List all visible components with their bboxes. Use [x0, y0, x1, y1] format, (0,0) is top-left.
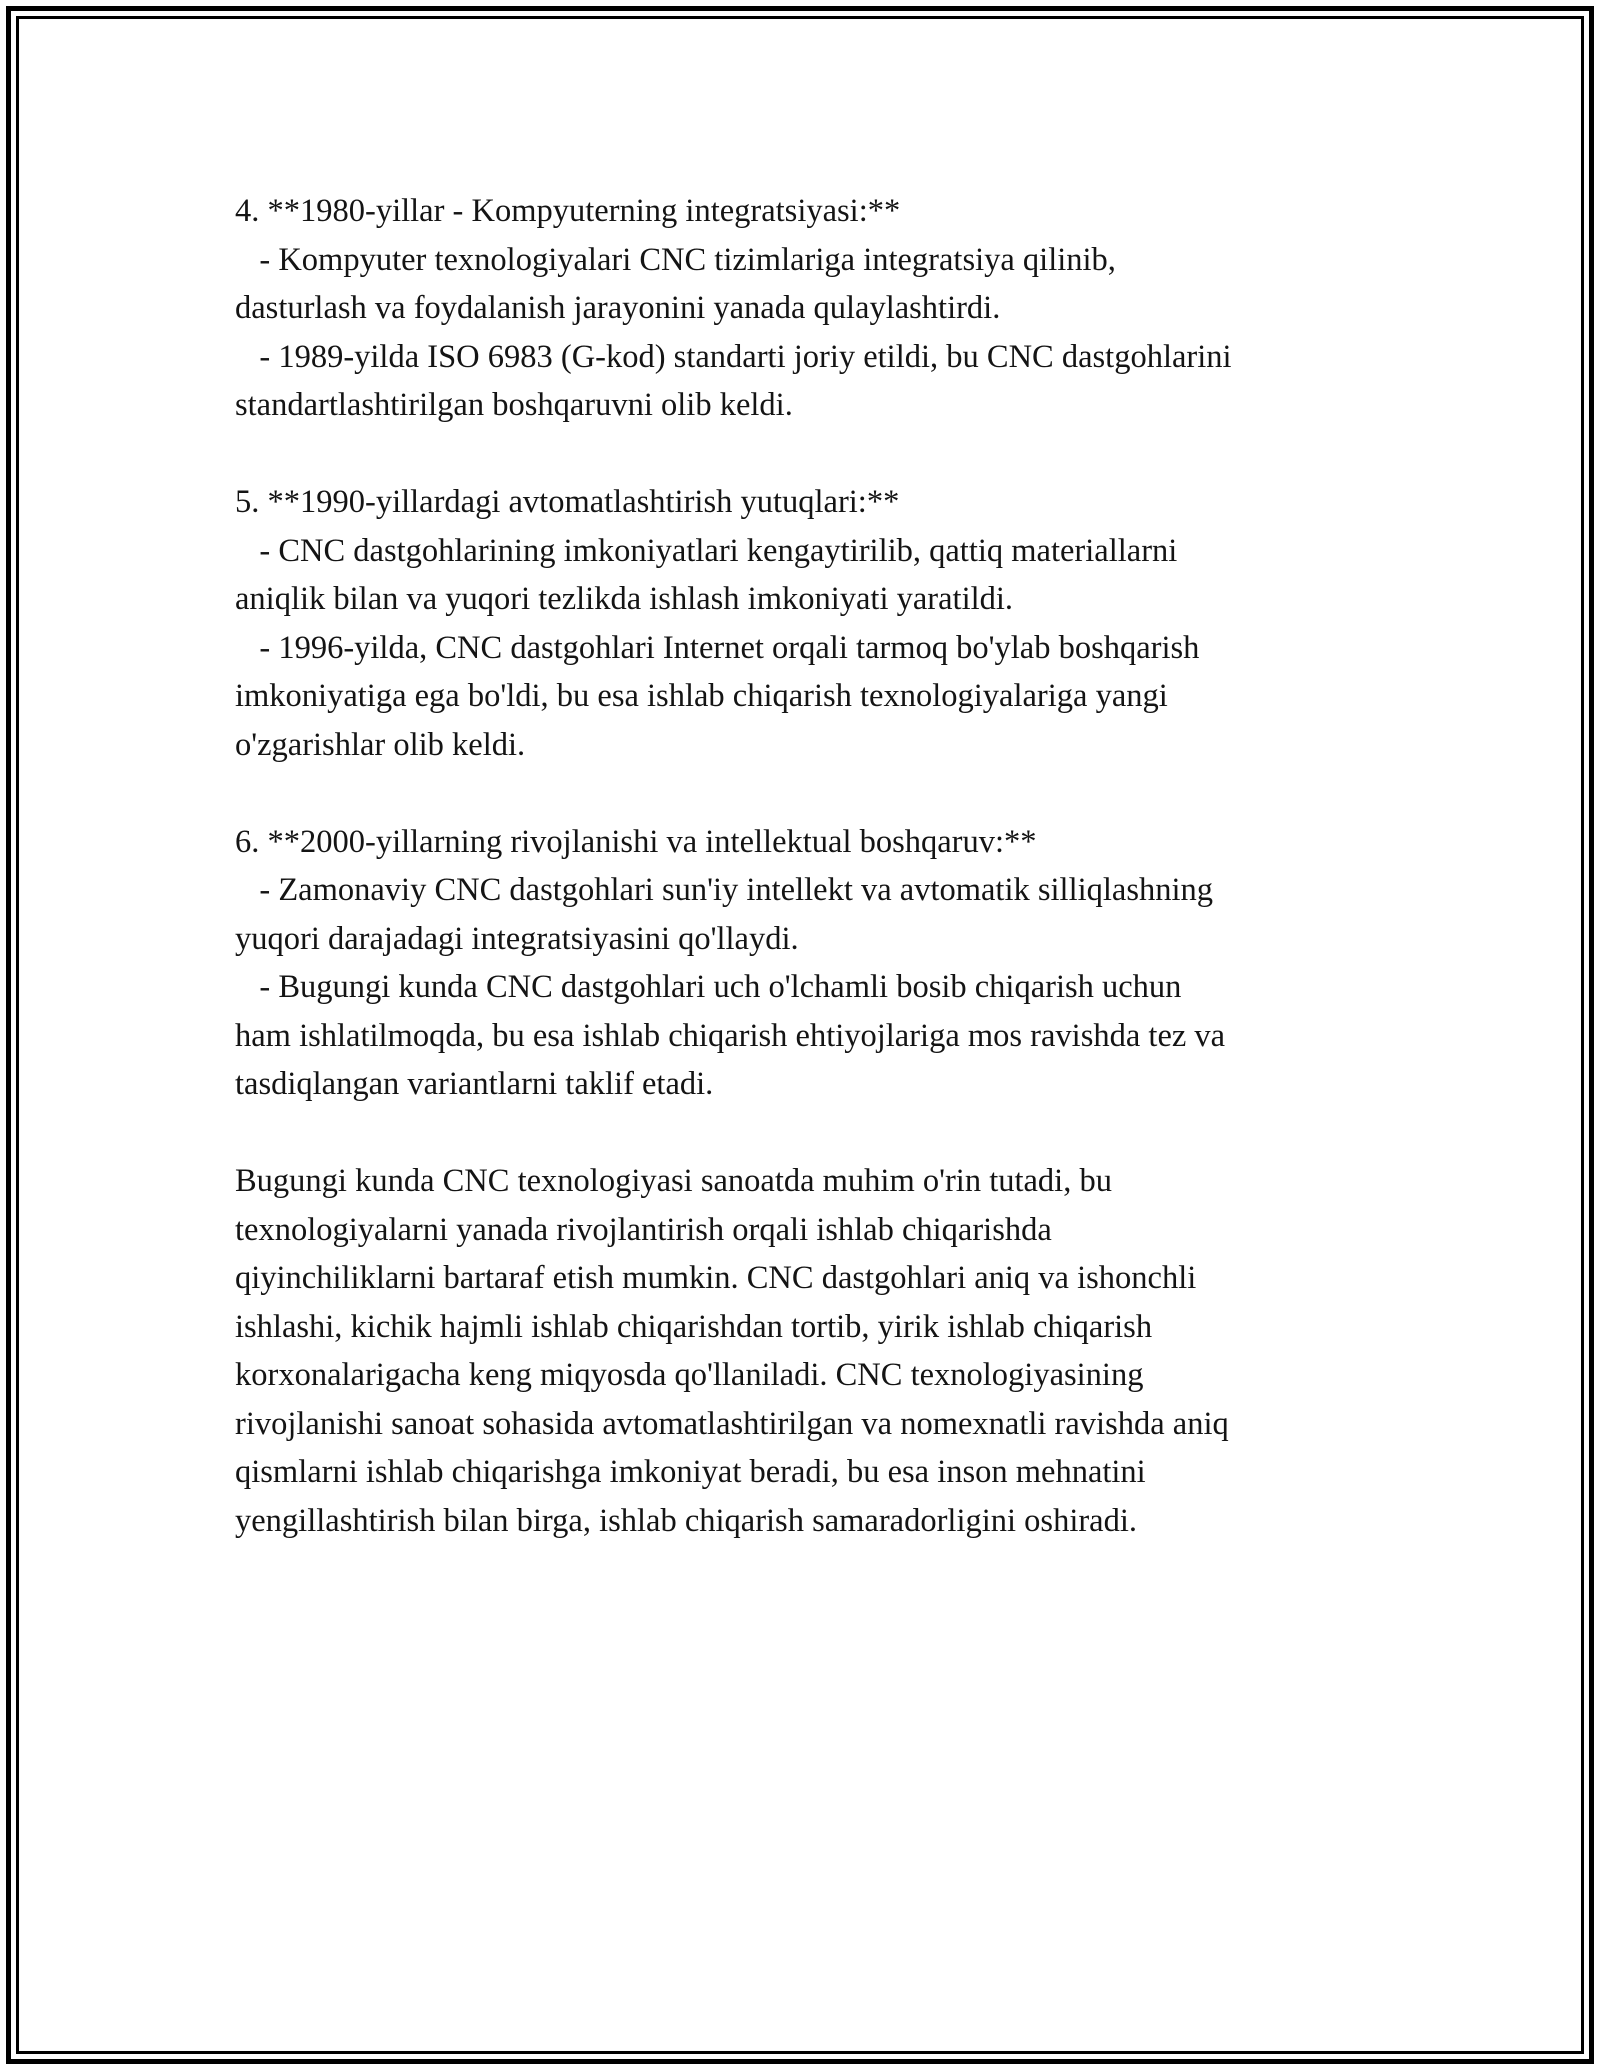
text-line: - 1996-yilda, CNC dastgohlari Internet orqali tarmoq bo'ylab boshqarish: [235, 629, 1200, 666]
section-2000s: [235, 818, 1415, 1109]
text-line: tasdiqlangan variantlarni taklif etadi.: [235, 1066, 714, 1102]
paragraph-gap: [235, 1109, 1415, 1158]
paragraph-gap: [235, 430, 1415, 479]
text-line: - CNC dastgohlarining imkoniyatlari kengaytirilib, qattiq materiallarni: [235, 532, 1178, 569]
text-line: texnologiyalarni yanada rivojlantirish orqali ishlab chiqarishda: [235, 1211, 1052, 1248]
text-line: qiyinchiliklarni bartaraf etish mumkin. CNC dastgohlari aniq va ishonchli: [235, 1260, 1197, 1296]
section-heading: 6. **2000-yillarning rivojlanishi va intellektual boshqaruv:**: [235, 823, 1037, 860]
text-line: korxonalarigacha keng miqyosda qo'llaniladi. CNC texnologiyasining: [235, 1357, 1144, 1393]
text-line: qismlarni ishlab chiqarishga imkoniyat beradi, bu esa inson mehnatini: [235, 1454, 1146, 1490]
text-line: o'zgarishlar olib keldi.: [235, 726, 526, 763]
conclusion-paragraph: [235, 1157, 1415, 1545]
text-line: - Bugungi kunda CNC dastgohlari uch o'lchamli bosib chiqarish uchun: [235, 969, 1182, 1005]
text-line: yengillashtirish bilan birga, ishlab chiqarish samaradorligini oshiradi.: [235, 1502, 1138, 1539]
section-heading: 4. **1980-yillar - Kompyuterning integratsiyasi:**: [235, 193, 901, 229]
text-line: imkoniyatiga ega bo'ldi, bu esa ishlab chiqarish texnologiyalariga yangi: [235, 678, 1168, 714]
text-line: Bugungi kunda CNC texnologiyasi sanoatda muhim o'rin tutadi, bu: [235, 1163, 1112, 1199]
text-line: - 1989-yilda ISO 6983 (G-kod) standarti joriy etildi, bu CNC dastgohlarini: [235, 338, 1232, 375]
document-body: [235, 187, 1415, 1545]
text-line: ishlashi, kichik hajmli ishlab chiqarishdan tortib, yirik ishlab chiqarish: [235, 1308, 1153, 1345]
section-1990s: [235, 478, 1415, 769]
paragraph-gap: [235, 769, 1415, 818]
text-line: rivojlanishi sanoat sohasida avtomatlashtirilgan va nomexnatli ravishda aniq: [235, 1405, 1229, 1442]
text-line: aniqlik bilan va yuqori tezlikda ishlash imkoniyati yaratildi.: [235, 581, 1014, 617]
text-line: ham ishlatilmoqda, bu esa ishlab chiqarish ehtiyojlariga mos ravishda tez va: [235, 1017, 1226, 1054]
section-heading: 5. **1990-yillardagi avtomatlashtirish yutuqlari:**: [235, 484, 900, 520]
text-line: yuqori darajadagi integratsiyasini qo'llaydi.: [235, 920, 799, 957]
text-line: standartlashtirilgan boshqaruvni olib keldi.: [235, 387, 793, 423]
section-1980s: [235, 187, 1415, 430]
text-line: - Zamonaviy CNC dastgohlari sun'iy intellekt va avtomatik silliqlashning: [235, 872, 1214, 908]
text-line: dasturlash va foydalanish jarayonini yanada qulaylashtirdi.: [235, 290, 1001, 326]
text-line: - Kompyuter texnologiyalari CNC tizimlariga integratsiya qilinib,: [235, 241, 1116, 278]
